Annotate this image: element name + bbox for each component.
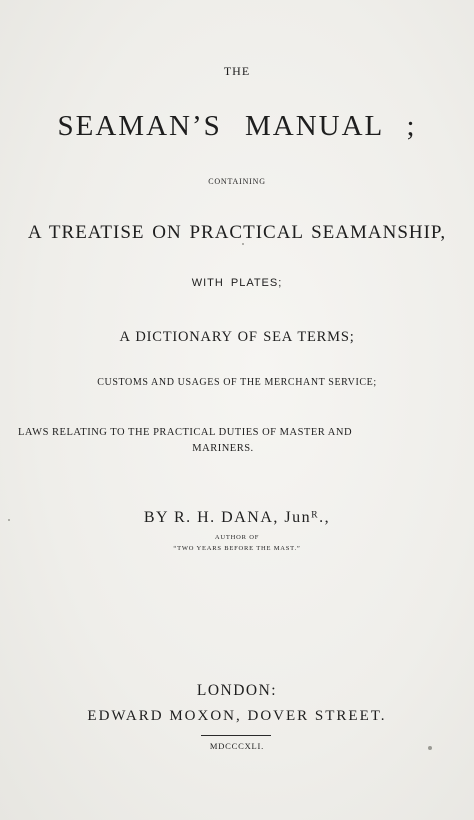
imprint-rule [201,735,271,736]
prior-work-title: “TWO YEARS BEFORE THE MAST.” [173,545,301,552]
customs-line: CUSTOMS AND USAGES OF THE MERCHANT SERVICE; [97,377,377,388]
imprint-date: MDCCCXLI. [209,741,265,751]
author-of-label: AUTHOR OF [214,534,260,541]
plates-line: WITH PLATES; [191,277,283,289]
paper-speck [242,243,244,245]
laws-line-2: MARINERS. [192,443,254,454]
laws-line-1: LAWS RELATING TO THE PRACTICAL DUTIES OF MASTER AND [18,427,353,438]
paper-speck [428,746,432,750]
treatise-line: A TREATISE ON PRACTICAL SEAMANSHIP, [27,222,447,243]
dictionary-line: A DICTIONARY OF SEA TERMS; [119,329,355,345]
laws-line [18,425,428,457]
title-article: THE [223,64,251,78]
author-line: BY R. H. DANA, Junᴿ., [143,509,331,526]
imprint-publisher: EDWARD MOXON, DOVER STREET. [87,708,387,724]
paper-speck [8,519,10,521]
imprint-city: LONDON: [196,682,278,699]
book-title: SEAMAN’S MANUAL ; [57,110,417,142]
containing-label: CONTAINING [208,177,266,186]
